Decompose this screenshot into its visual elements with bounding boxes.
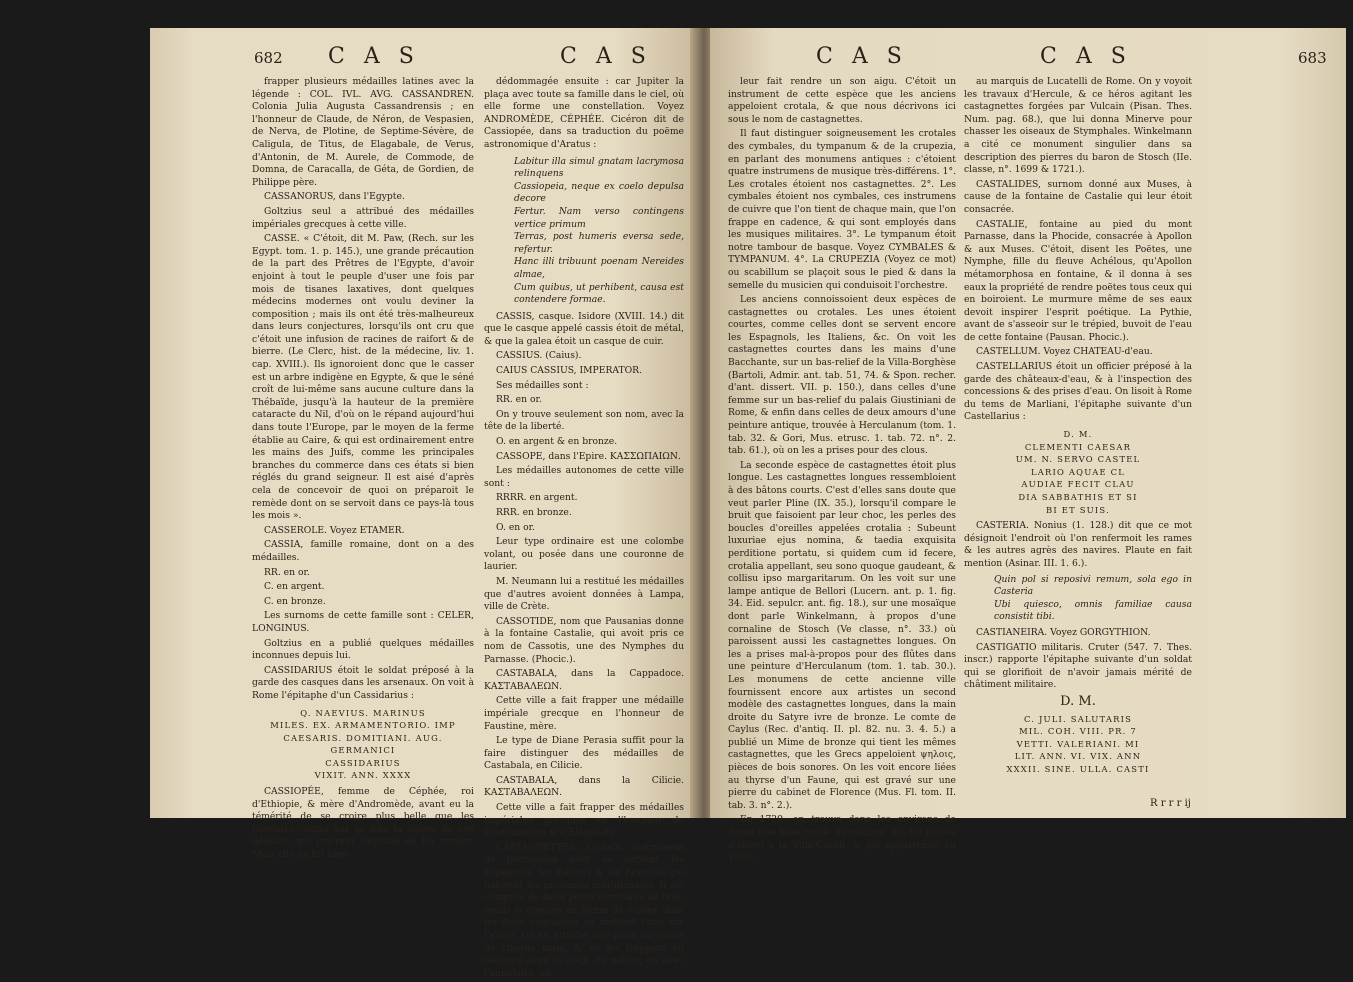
inscription-line: CLEMENTI CAESAR [1024,441,1132,452]
paragraph: CASSEROLE. Voyez ETAMER. [264,524,405,536]
verse-plautus [964,574,1192,624]
paragraph: CASTERIA. Nonius (1. 128.) dit que ce mot désignoit l'endroit où l'on renfermoit les rames & les autres agrès des navires. Plaute en fait mention (Asinar. III. 1. 6.). [964,520,1192,569]
paragraph: Le type de Diane Perasia suffit pour la faire distinguer des médailles de Castabala, en Cilicie. [484,735,684,772]
paragraph: RRRR. en argent. [496,492,578,504]
paragraph: Goltzius seul a attribué des médailles impériales grecques à cette ville. [252,205,474,230]
paragraph: CASTALIE, fontaine au pied du mont Parnasse, dans la Phocide, consacrée à Apollon & aux Muses. C'étoit, disent les Poëtes, une Nymphe, fille du fleuve Achélous, qu'Apollon métamorphosa en fontaine, & il donna à ses eaux la propriété de rendre poëtes tous ceux qui en boiroient. Le murmure même de ses eaux devoit inspirer l'esprit poétique. La Pythie, avant de s'asseoir sur le trépied, buvoit de l'eau de cette fontaine (Pausan. Phocic.). [964,218,1192,343]
column-text-rest [484,311,684,981]
inscription-line: AUDIAE FECIT CLAU [1021,479,1135,490]
verse-line: Terras, post humeris eversa sede, refertur. [514,231,684,255]
paragraph: CASTABALA, dans la Cilicie. ΚΑΣΤΑΒΑΛΕΩΝ. [484,774,684,799]
inscription-castigatio [964,713,1192,776]
paragraph: Les médailles autonomes de cette ville sont : [484,465,684,489]
verse-line: Hanc illi tribuunt poenam Nereides almae, [514,256,684,280]
column-text [252,76,474,703]
inscription-line: XXXII. SINE. ULLA. CASTI [1006,763,1150,774]
verse-line: Quin pol si reposivi remum, sola ego in Casteria [994,573,1192,598]
running-head-left-col1: C A S [328,44,420,69]
left-page-column-2 [484,76,684,982]
paragraph: Goltzius en a publié quelques médailles inconnues depuis lui. [252,637,474,662]
paragraph: O. en argent & en bronze. [496,436,618,448]
paragraph: M. Neumann lui a restitué les médailles que d'autres avoient données à Lampa, ville de Crète. [484,575,684,613]
left-page [150,28,698,979]
paragraph: Les anciens connoissoient deux espèces de castagnettes ou crotales. Les unes étoient courtes, comme celles dont se servent encore les Espagnols, les Italiens, &c. On voit les castagnettes courtes dans les mains d'une Bacchante, sur un bas-relief de la Villa-Borghèse (Bartoli, Admir. ant. tab. 51, 74. & Spon. recher. d'ant. dissert. VII. p. 150.), dans celles d'une femme sur un bas-relief du palais Giustiniani de Rome, & enfin dans celles de deux amours d'une peinture antique, trouvée à Herculanum (tom. 1. tab. 32. & Gori, Mus. etrusc. 1. tab. 72. n°. 2. tab. 61.), où on les a prises pour des clous. [728,294,956,457]
column-text-end [252,786,474,862]
paragraph: au marquis de Lucatelli de Rome. On y voyoit les travaux d'Hercule, & ce héros agitant les castagnettes forgées par Vulcain (Pisan. Thes. Num. pag. 68.), que lui donna Minerve pour chasser les oiseaux de Stymphales. Winkelmann a cité ce monument singulier dans sa description des pierres du baron de Stosch (IIe. classe, n°. 1699 & 1721.). [964,76,1192,176]
inscription-cassidarius [252,707,474,783]
paragraph: Ses médailles sont : [496,379,589,391]
inscription-line: VETTI. VALERIANI. MI [1016,738,1140,749]
inscription-castellarius [964,428,1192,516]
paragraph: CASSOPE, dans l'Epire. ΚΑΣΣΩΠΑΙΩΝ. [496,450,681,462]
paragraph: La seconde espèce de castagnettes étoit plus longue. Les castagnettes longues ressembloient à des bâtons courts. C'est d'elles sans doute que veut parler Pline (IX. 35.), lorsqu'il compare le bruit que faisoient par leur choc, les perles des boucles d'oreilles appelées crotalia : Subeunt luxuriae ejus nomina, & taedia exquisita perditione portatu, si quidem cum id fecere, crotalia appellant, seu sono quoque gaudeant, & collisu ipso margaritarum. On les voit sur une lampe antique de Bellori (Lucern. ant. p. 1. fig. 34. Eid. sepulcr. ant. fig. 18.), sur une mosaïque dont parle Winkelmann, à propos d'une cornaline de Stosch (Ve classe, n°. 33.) où paroissent aussi les castagnettes longues. On les a prises mal-à-propos pour des flûtes dans une peinture d'Herculanum (tom. 1. tab. 30.). Les monumens de cette ancienne ville fournissent encore aux artistes un second modèle des castagnettes longues, dans la main droite du Satyre ivre de bronze. Le comte de Caylus (Rec. d'antiq. II. pl. 82. nu. 3. 4. 5.) a publié un Mime de bronze qui tient les mêmes castagnettes, que les Grecs appeloient ψηλοις, pièces de bois sonores. On les voit encore liées au thyrse d'un Faune, qui est gravé sur une pierre du cabinet de Florence (Mus. Fl. tom. II. tab. 3. n°. 2.). [728,459,956,811]
paragraph: leur fait rendre un son aigu. C'étoit un instrument de cette espèce que les anciens appeloient crotala, & que nous décrivons ici sous le nom de castagnettes. [728,76,956,125]
inscription-line: MILES. EX. ARMAMENTORIO. IMP [270,720,456,731]
paragraph: En 1729, on trouva dans les environs de Rome une base ronde de marbre, qui fut placée d'abord à la Villa-Casali, & qui appartenoit en 1760, [728,814,956,864]
paragraph: CASSIUS. (Caius). [496,350,582,362]
paragraph: CASSIS, casque. Isidore (XVIII. 14.) dit que le casque appelé cassis étoit de métal, & que la galea étoit un casque de cuir. [484,310,684,347]
paragraph: CASTABALA, dans la Cappadoce. ΚΑΣΤΑΒΑΛΕΩΝ. [484,668,684,692]
paragraph: frapper plusieurs médailles latines avec la légende : COL. IVL. AVG. CASSANDREN. Colonia Julia Augusta Cassandrensis ; en l'honneur de Claude, de Néron, de Vespasien, de Nerva, de Plotine, de Septime-Sévère, de Caligula, de Titus, de Elagabale, de Verus, d'Antonin, de M. Aurele, de Commode, de Domna, de Caracalla, de Géta, de Gordien, de Philippe père. [252,76,474,188]
paragraph: CASTELLARIUS étoit un officier préposé à la garde des châteaux-d'eau, & à l'inspection des concessions & des prises d'eau. On lisoit à Rome du tems de Marliani, l'épitaphe suivante d'un Castellarius : [964,361,1192,423]
paragraph: Cette ville a fait frapper des médailles impériales grecques en l'honneur de Diadumenien & d'Elagabale. [484,802,684,839]
paragraph: Leur type ordinaire est une colombe volant, ou posée dans une couronne de laurier. [484,536,684,573]
running-head-right-col2: C A S [1040,44,1132,69]
inscription-line: MIL. COH. VIII. PR. 7 [1019,726,1137,737]
paragraph: CASTALIDES, surnom donné aux Muses, à cause de la fontaine de Castalie qui leur étoit consacrée. [964,178,1192,215]
inscription-line: CASSIDARIUS [325,757,401,768]
paragraph: CASSIDARIUS étoit le soldat préposé à la garde des casques dans les arsenaux. On voit à Rome l'épitaphe d'un Cassidarius : [252,664,474,701]
signature-mark: R r r r ij [1150,798,1191,809]
paragraph: Cette ville a fait frapper une médaille impériale grecque en l'honneur de Faustine, mère. [484,695,684,732]
inscription-line: Q. NAEVIUS. MARINUS [300,707,426,718]
verse-line: Fertur. Nam verso contingens vertice primum [514,205,684,230]
paragraph: C. en bronze. [264,595,326,607]
right-running-head [710,44,1346,78]
page-number-right: 683 [1298,49,1327,67]
verse-cicero [484,156,684,307]
column-text-after [964,627,1192,692]
paragraph: CASSIA, famille romaine, dont on a des médailles. [252,539,474,563]
inscription-line: CAESARIS. DOMITIANI. AUG. GERMANICI [283,732,443,756]
paragraph: CASSOTIDE, nom que Pausanias donne à la fontaine Castalie, qui avoit pris ce nom de Cassotis, une des Nymphes du Parnasse. (Phocic.). [484,615,684,665]
left-page-column-1 [252,76,474,864]
paragraph: CASTIANEIRA. Voyez GORGYTHION. [976,626,1151,638]
paragraph: O. en or. [496,521,535,533]
paragraph: CASTELLUM. Voyez CHATEAU-d'eau. [976,346,1153,358]
verse-line: Ubi quiesco, omnis familiae causa consistit tibi. [994,598,1192,623]
right-page [710,28,1346,864]
dm-heading: D. M. [1060,693,1096,709]
paragraph: CASTAGNETTES, Crotala. Instrument de percussion dont se servent les Espagnols, les Italiens & les François qui habitent les provinces méridionales. Il est composé de deux petits morceaux de bois, ronds & creusés en forme de cuiller, dont les deux concavités se mettent l'une sur l'autre. On en attache une paire au pouce de chaque main, & en les frappant en cadence avec le doigt du milieu, on avec l'annulaire, on [484,841,684,979]
paragraph: CASTIGATIO militaris. Cruter (547. 7. Thes. inscr.) rapporte l'épitaphe suivante d'un soldat qui se glorifioit de n'avoir jamais mérité de châtiment militaire. [964,641,1192,691]
paragraph: Les surnoms de cette famille sont : CELER, LONGINUS. [252,610,474,634]
inscription-line: DIA SABBATHIS ET SI [1018,492,1138,502]
column-text [484,76,684,152]
paragraph: CASSE. « C'étoit, dit M. Paw, (Rech. sur les Egypt. tom. 1. p. 145.), une grande précaution de la part des Prêtres de l'Egypte, d'avoir enjoint à tout le peuple d'user une fois par mois de tisanes laxatives, dont quelques médecins modernes ont voulu deviner la composition ; mais ils ont été très-malheureux dans leurs conjectures, lorsqu'ils ont cru que c'étoit une infusion de racines de raifort & de bierre. (Le Clerc, hist. de la médecine, liv. 1. cap. XVIII.). Ils ignoroient donc que le casser est un arbre indigène en Egypte, & que le séné croît de lui-même sans aucune culture dans la Thébaïde, jusqu'à la hauteur de la première cataracte du Nil, d'où on le répand aujourd'hui dans toute l'Europe, par le moyen de la ferme établie au Caire, & qui est ordinairement entre les mains des Juifs, comme les principales branches du commerce dans ces états si bien réglés du grand seigneur. Il est aisé d'après cela de concevoir de quoi on préparoit le remède dont on se servoit dans ce pays-là tous les mois ». [252,233,474,522]
column-text-mid [964,520,1192,570]
paragraph: RR. en or. [264,566,310,578]
running-head-right-col1: C A S [816,44,908,69]
paragraph: CASSANORUS, dans l'Egypte. [264,191,405,203]
verse-line: Cassiopeia, neque ex coelo depulsa decore [514,180,684,205]
verse-line: Labitur illa simul gnatam lacrymosa relinquens [514,155,684,180]
running-head-left-col2: C A S [560,44,652,69]
right-page-column-2 [964,76,1192,775]
paragraph: dédommagée ensuite : car Jupiter la plaça avec toute sa famille dans le ciel, où elle forme une constellation. Voyez ANDROMÈDE, CÉPHÉE. Cicéron dit de Cassiopée, dans sa traduction du poëme astronomique d'Aratus : [484,76,684,150]
inscription-line: BI ET SUIS. [1046,504,1110,515]
inscription-line: D. M. [1063,429,1093,440]
left-running-head [150,44,698,78]
column-text [728,76,956,865]
inscription-line: UM. N. SERVO CASTEL [1015,454,1141,465]
page-number-left: 682 [254,49,283,67]
paragraph: CAIUS CASSIUS, IMPERATOR. [496,365,642,377]
paragraph: RRR. en bronze. [496,507,572,518]
right-page-column-1 [728,76,956,867]
paragraph: Il faut distinguer soigneusement les crotales des cymbales, du tympanum & de la crupezia, en parlant des monumens antiques : c'étoient quatre instrumens de musique très-différens. 1°. Les crotales étoient nos castagnettes. 2°. Les cymbales étoient nos cymbales, ces instrumens de cuivre que l'on tient de chaque main, que l'on frappe en cadence, & qui sont employés dans les musiques militaires. 3°. Le tympanum étoit notre tambour de basque. Voyez CYMBALES & TYMPANUM. 4°. La CRUPEZIA (Voyez ce mot) ou scabillum se plaçoit sous le pied & dans la semelle du musicien qui conduisoit l'orchestre. [728,128,956,291]
inscription-line: VIXIT. ANN. XXXX [314,770,412,781]
inscription-line: C. JULI. SALUTARIS [1023,713,1133,724]
paragraph: RR. en or. [496,394,542,406]
inscription-line: LARIO AQUAE CL [1030,466,1126,477]
paragraph: On y trouve seulement son nom, avec la tête de la liberté. [484,408,684,433]
column-text [964,76,1192,424]
open-book [150,28,1346,979]
paragraph: C. en argent. [264,581,325,593]
paragraph: CASSIOPÉE, femme de Céphée, roi d'Ethiopie, & mère d'Andromède, avant eu la témérité de se croire plus belle que les Néréides, attira sur sa fille la colère de ces déesses, qui prièrent Neptune de les venger. Mais elle en fut bien [252,786,474,861]
verse-line: Cum quibus, ut perhibent, causa est contendere formae. [514,281,684,306]
inscription-line: LIT. ANN. VI. VIX. ANN [1014,751,1142,762]
